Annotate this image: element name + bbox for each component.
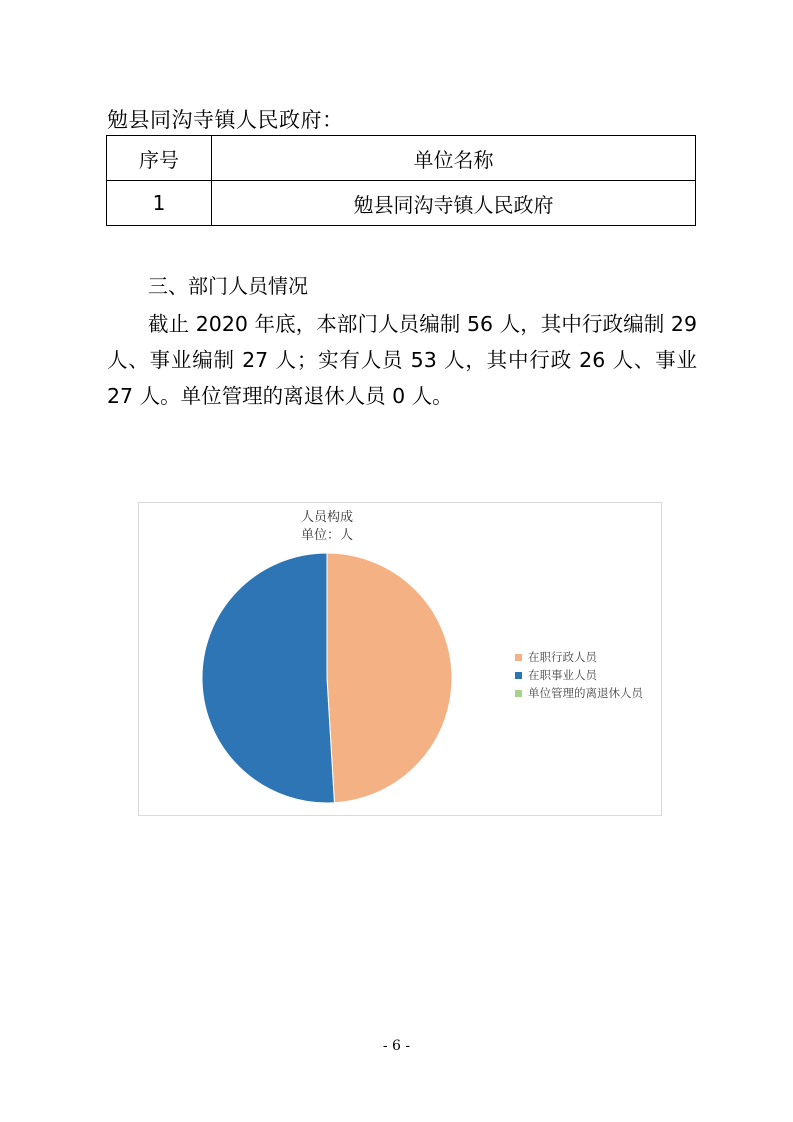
pie-slice-1 (202, 553, 334, 803)
unit-table (106, 135, 696, 226)
legend-item (515, 648, 643, 666)
legend-swatch (515, 690, 522, 697)
staff-composition-chart (138, 502, 662, 816)
legend-label: 在职行政人员 (528, 650, 597, 664)
unit-heading: 勉县同沟寺镇人民政府： (107, 108, 344, 132)
staffing-paragraph: 截止 2020 年底，本部门人员编制 56 人，其中行政编制 29 人、事业编制 27 人；实有人员 53 人，其中行政 26 人、事业 27 人。单位管理的离退休人员 0 人。 (107, 312, 697, 408)
legend-item (515, 666, 643, 684)
chart-title: 人员构成 (300, 510, 353, 525)
legend-label: 在职事业人员 (528, 668, 597, 682)
legend-label: 单位管理的离退休人员 (528, 686, 643, 700)
table-cell-index: 1 (107, 181, 212, 226)
section-title: 三、部门人员情况 (148, 274, 308, 298)
chart-legend (515, 648, 643, 702)
legend-item (515, 684, 643, 702)
column-header-unit-name: 单位名称 (212, 136, 696, 181)
page-number: - 6 - (382, 1038, 411, 1054)
table-cell-unit-name: 勉县同沟寺镇人民政府 (212, 181, 696, 226)
legend-swatch (515, 672, 522, 679)
legend-swatch (515, 654, 522, 661)
chart-subtitle: 单位：人 (300, 528, 353, 543)
column-header-index: 序号 (107, 136, 212, 181)
table-row (107, 181, 696, 226)
table-header-row (107, 136, 696, 181)
pie-slice-0 (327, 553, 452, 803)
